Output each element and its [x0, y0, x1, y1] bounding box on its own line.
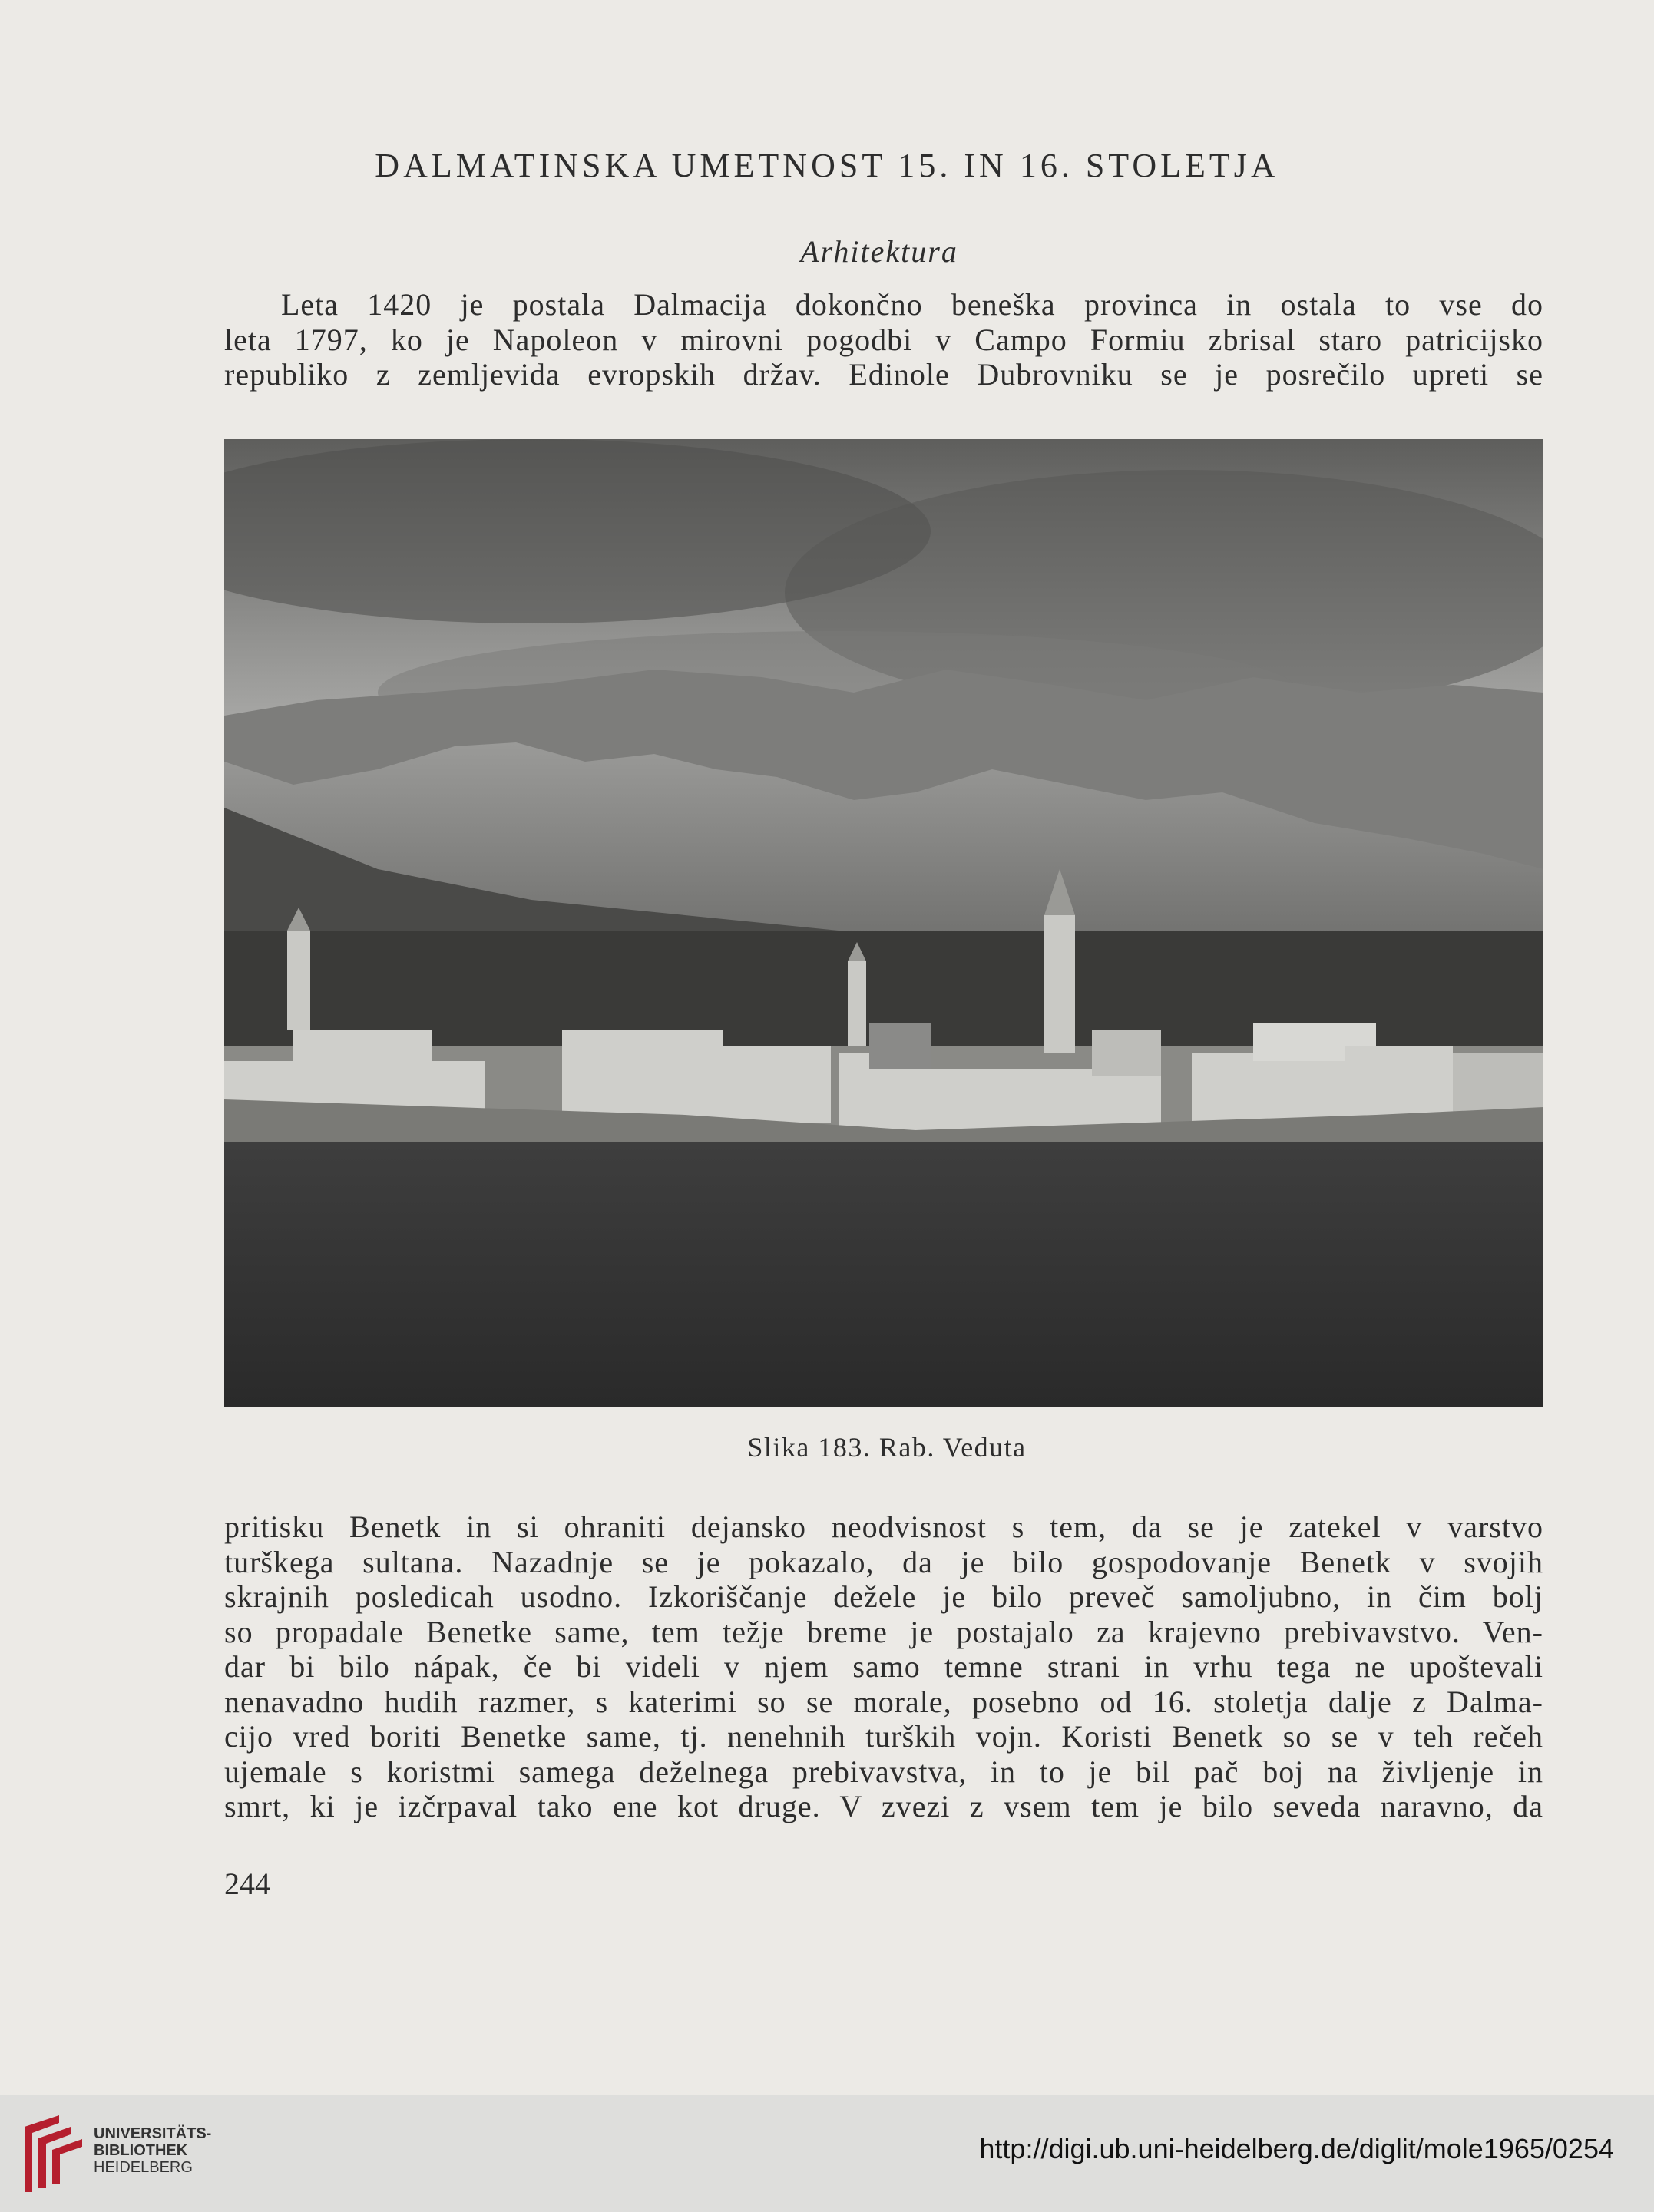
- text-line: smrt, ki je izčrpaval tako ene kot druge. V zvezi z vsem tem je bilo seveda naravno, da: [224, 1789, 1543, 1823]
- text-line: so propadale Benetke same, tem težje breme je postajalo za krajevno prebivavstvo. Ven-: [224, 1614, 1543, 1649]
- permalink-url[interactable]: http://digi.ub.uni-heidelberg.de/diglit/mole1965/0254: [979, 2133, 1614, 2164]
- paragraph-2: [224, 1509, 1543, 1824]
- viewer-footer: [0, 2095, 1654, 2212]
- text-line: Leta 1420 je postala Dalmacija dokončno beneška provinca in ostala to vse do: [281, 287, 1543, 322]
- library-logo-icon: [17, 2111, 86, 2196]
- text-line: cijo vred boriti Benetke same, tj. nenehnih turških vojn. Koristi Benetk so se v teh rečeh: [224, 1719, 1543, 1754]
- text-line: turškega sultana. Nazadnje se je pokazalo, da je bilo gospodovanje Benetk v svojih: [224, 1544, 1543, 1579]
- text-line: republiko z zemljevida evropskih držav. Edinole Dubrovniku se je posrečilo upreti se: [224, 357, 1543, 392]
- library-name-line: UNIVERSITÄTS-: [94, 2125, 212, 2142]
- text-line: skrajnih posledicah usodno. Izkoriščanje dežele je bilo preveč samoljubno, in čim bolj: [224, 1579, 1543, 1614]
- section-subheading: Arhitektura: [800, 234, 958, 269]
- library-name-line: BIBLIOTHEK: [94, 2142, 188, 2159]
- paragraph-1: [224, 287, 1543, 392]
- text-line: nenavadno hudih razmer, s katerimi so se morale, posebno od 16. stoletja dalje z Dalma-: [224, 1684, 1543, 1719]
- text-line: dar bi bilo nápak, če bi videli v njem samo temne strani in vrhu tega ne upoštevali: [224, 1649, 1543, 1684]
- library-name: [94, 2125, 211, 2176]
- figure-photo-rab-veduta: [224, 439, 1543, 1407]
- sea: [224, 1142, 1543, 1407]
- library-name-line: HEIDELBERG: [94, 2159, 193, 2176]
- chapter-heading: DALMATINSKA UMETNOST 15. IN 16. STOLETJA: [375, 147, 1279, 184]
- text-line: pritisku Benetk in si ohraniti dejansko neodvisnost s tem, da se je zatekel v varstvo: [224, 1509, 1543, 1544]
- text-line: ujemale s koristmi samega deželnega prebivavstva, in to je bil pač boj na življenje in: [224, 1754, 1543, 1789]
- page-number: 244: [224, 1866, 270, 1901]
- text-line: leta 1797, ko je Napoleon v mirovni pogodbi v Campo Formiu zbrisal staro patricijsko: [224, 322, 1543, 357]
- figure-caption: Slika 183. Rab. Veduta: [747, 1432, 1027, 1463]
